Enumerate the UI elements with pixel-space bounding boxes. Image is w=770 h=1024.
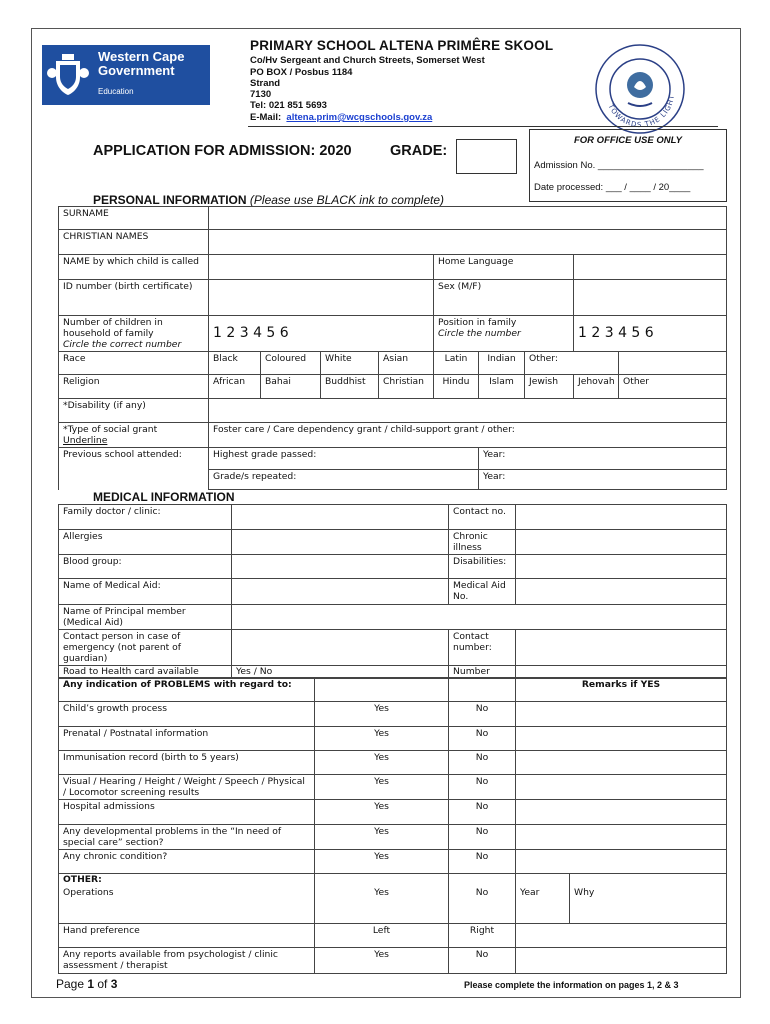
reports-label: Any reports available from psychologist / clinic assessment / therapist (59, 947, 315, 973)
reports-no-option[interactable]: No (449, 947, 516, 973)
religion-option[interactable]: African (209, 375, 261, 399)
problem-row-label: Any developmental problems in the “In need of special care” section? (59, 825, 315, 850)
medical-info-heading: MEDICAL INFORMATION (93, 490, 235, 504)
religion-option[interactable]: Jehovah (574, 375, 619, 399)
surname-label: SURNAME (59, 207, 209, 230)
page-number (56, 977, 117, 991)
problem-no-option[interactable]: No (449, 775, 516, 800)
problem-row-label: Visual / Hearing / Height / Weight / Speech / Physical / Locomotor screening results (59, 775, 315, 800)
children-label-text: Number of children in household of family (63, 317, 163, 339)
address-line: PO BOX / Posbus 1184 (250, 67, 353, 78)
chronic-illness-input[interactable] (516, 530, 727, 555)
doctor-label: Family doctor / clinic: (59, 505, 232, 530)
problem-yes-option[interactable]: Yes (315, 825, 449, 850)
personal-heading-text: PERSONAL INFORMATION (93, 193, 247, 207)
religion-option[interactable]: Jewish (525, 375, 574, 399)
email-link[interactable]: altena.prim@wcgschools.gov.za (286, 112, 433, 123)
race-option[interactable]: Asian (379, 352, 434, 375)
personal-info-table (58, 206, 727, 490)
other-heading: OTHER: (59, 874, 315, 887)
address-line: 7130 (250, 89, 272, 100)
contact-person-label: Contact person in case of emergency (not parent of guardian) (59, 630, 232, 666)
office-use-title: FOR OFFICE USE ONLY (573, 135, 683, 146)
operations-year-input[interactable] (516, 899, 570, 923)
position-label-note: Circle the number (438, 328, 521, 339)
personal-info-heading (93, 193, 444, 207)
svg-text:TOWARDS THE LIGHT (606, 94, 676, 129)
problem-row-label: Prenatal / Postnatal information (59, 727, 315, 751)
coat-of-arms-icon (46, 51, 90, 99)
home-language-label: Home Language (434, 255, 574, 280)
reports-remarks-input[interactable] (516, 947, 727, 973)
highest-grade-year[interactable]: Year: (479, 448, 727, 470)
page-of: of (94, 977, 111, 991)
religion-option[interactable]: Islam (479, 375, 525, 399)
problem-yes-option[interactable]: Yes (315, 850, 449, 874)
sex-label: Sex (M/F) (434, 280, 574, 316)
medical-aid-input[interactable] (232, 579, 449, 605)
problem-remarks-input[interactable] (516, 702, 727, 727)
hand-remarks-input[interactable] (516, 923, 727, 947)
christian-names-input[interactable] (209, 230, 727, 255)
problem-remarks-input[interactable] (516, 727, 727, 751)
position-label (434, 316, 574, 352)
date-processed-field[interactable]: Date processed: ___ / ____ / 20____ (534, 182, 691, 193)
problem-no-option[interactable]: No (449, 751, 516, 775)
problem-row-label: Child’s growth process (59, 702, 315, 727)
medical-aid-label: Name of Medical Aid: (59, 579, 232, 605)
grades-repeated-year[interactable]: Year: (479, 470, 727, 490)
doctor-input[interactable] (232, 505, 449, 530)
religion-option[interactable]: Other (619, 375, 727, 399)
medical-aid-no-input[interactable] (516, 579, 727, 605)
problem-remarks-input[interactable] (516, 751, 727, 775)
hand-right-option[interactable]: Right (449, 923, 516, 947)
religion-option[interactable]: Buddhist (321, 375, 379, 399)
problem-yes-option[interactable]: Yes (315, 702, 449, 727)
race-other-input[interactable] (619, 352, 727, 375)
problem-remarks-input[interactable] (516, 850, 727, 874)
disabilities-label: Disabilities: (449, 555, 516, 579)
application-title: APPLICATION FOR ADMISSION: 2020 (93, 143, 352, 159)
race-option[interactable]: Latin (434, 352, 479, 375)
principal-member-input[interactable] (232, 605, 727, 630)
contact-number-label: Contact number: (449, 630, 516, 666)
highest-grade-label: Highest grade passed: (209, 448, 479, 470)
operations-year-label: Year (516, 886, 570, 899)
operations-no-option[interactable]: No (449, 886, 516, 899)
contact-person-input[interactable] (232, 630, 449, 666)
email-label: E-Mail: (250, 112, 282, 123)
school-seal-icon (594, 43, 686, 135)
problem-no-option[interactable]: No (449, 825, 516, 850)
hand-left-option[interactable]: Left (315, 923, 449, 947)
logo-title-line2: Government (98, 63, 175, 78)
page-total: 3 (110, 977, 118, 991)
contact-no-input[interactable] (516, 505, 727, 530)
chronic-illness-label: Chronic illness (449, 530, 516, 555)
logo-subtitle: Education (98, 87, 134, 96)
page-current: 1 (87, 977, 95, 991)
children-label-note: Circle the correct number (63, 339, 182, 350)
operations-why-label: Why (570, 886, 727, 899)
hand-preference-label: Hand preference (59, 923, 315, 947)
children-number-selector[interactable]: 1 2 3 4 5 6 (209, 316, 434, 352)
grades-repeated-label: Grade/s repeated: (209, 470, 479, 490)
admission-no-field[interactable]: Admission No. ____________________ (534, 160, 704, 171)
problems-table (58, 677, 727, 974)
surname-input[interactable] (209, 207, 727, 230)
remarks-header: Remarks if YES (516, 678, 727, 702)
allergies-label: Allergies (59, 530, 232, 555)
address-line: Co/Hv Sergeant and Church Streets, Somerset West (250, 55, 485, 66)
address-line: Tel: 021 851 5693 (250, 100, 327, 111)
school-name: PRIMARY SCHOOL ALTENA PRIMÊRE SKOOL (250, 38, 554, 53)
problems-heading: Any indication of PROBLEMS with regard to: (59, 678, 315, 702)
email-line (250, 112, 432, 123)
problem-no-option[interactable]: No (449, 702, 516, 727)
religion-option[interactable]: Hindu (434, 375, 479, 399)
road-to-health-label: Road to Health card available (59, 666, 232, 679)
problems-yes-header (315, 678, 449, 702)
position-number-selector[interactable]: 1 2 3 4 5 6 (574, 316, 727, 352)
problem-yes-option[interactable]: Yes (315, 775, 449, 800)
personal-heading-note: (Please use BLACK ink to complete) (249, 193, 444, 207)
children-label (59, 316, 209, 352)
race-option[interactable]: Indian (479, 352, 525, 375)
position-label-text: Position in family (438, 317, 517, 328)
disabilities-input[interactable] (516, 555, 727, 579)
operations-why-input[interactable] (570, 899, 727, 923)
office-use-box (529, 129, 727, 202)
religion-option[interactable]: Bahai (261, 375, 321, 399)
religion-option[interactable]: Christian (379, 375, 434, 399)
problem-yes-option[interactable]: Yes (315, 727, 449, 751)
page-prefix: Page (56, 977, 88, 991)
header-rule (248, 126, 718, 127)
problems-no-header (449, 678, 516, 702)
footer-note: Please complete the information on pages 1, 2 & 3 (464, 980, 679, 990)
name-called-label: NAME by which child is called (59, 255, 209, 280)
problem-row-label: Any chronic condition? (59, 850, 315, 874)
prev-school-label: Previous school attended: (59, 448, 209, 490)
address-line: Strand (250, 78, 281, 89)
problem-no-option[interactable]: No (449, 800, 516, 825)
id-number-input[interactable] (209, 280, 434, 316)
problem-no-option[interactable]: No (449, 727, 516, 751)
blood-group-label: Blood group: (59, 555, 232, 579)
medical-info-table (58, 504, 727, 679)
allergies-input[interactable] (232, 530, 449, 555)
race-option[interactable]: Coloured (261, 352, 321, 375)
operations-label: Operations (59, 886, 315, 899)
problem-remarks-input[interactable] (516, 775, 727, 800)
race-option[interactable]: Other: (525, 352, 619, 375)
sex-input[interactable] (574, 280, 727, 316)
grant-label (59, 423, 209, 448)
problem-yes-option[interactable]: Yes (315, 800, 449, 825)
disability-label: *Disability (if any) (59, 399, 209, 423)
grant-options[interactable]: Foster care / Care dependency grant / child-support grant / other: (209, 423, 727, 448)
blood-group-input[interactable] (232, 555, 449, 579)
grant-label-note: Underline (63, 435, 108, 446)
contact-no-label: Contact no. (449, 505, 516, 530)
contact-number-input[interactable] (516, 630, 727, 666)
religion-label: Religion (59, 375, 209, 399)
reports-yes-option[interactable]: Yes (315, 947, 449, 973)
problem-row-label: Hospital admissions (59, 800, 315, 825)
logo-title-line1: Western Cape (98, 49, 185, 64)
seal-motto: TOWARDS THE LIGHT (606, 93, 677, 130)
grant-label-text: *Type of social grant (63, 424, 158, 435)
race-option[interactable]: White (321, 352, 379, 375)
problem-row-label: Immunisation record (birth to 5 years) (59, 751, 315, 775)
disability-input[interactable] (209, 399, 727, 423)
principal-member-label: Name of Principal member (Medical Aid) (59, 605, 232, 630)
problem-yes-option[interactable]: Yes (315, 751, 449, 775)
problem-remarks-input[interactable] (516, 825, 727, 850)
home-language-input[interactable] (574, 255, 727, 280)
grade-label: GRADE: (390, 143, 448, 159)
race-option[interactable]: Black (209, 352, 261, 375)
race-label: Race (59, 352, 209, 375)
medical-aid-no-label: Medical Aid No. (449, 579, 516, 605)
operations-yes-option[interactable]: Yes (315, 886, 449, 899)
problem-remarks-input[interactable] (516, 800, 727, 825)
id-number-label: ID number (birth certificate) (59, 280, 209, 316)
number-label: Number (449, 666, 516, 679)
western-cape-logo (42, 45, 210, 105)
christian-names-label: CHRISTIAN NAMES (59, 230, 209, 255)
name-called-input[interactable] (209, 255, 434, 280)
road-to-health-yes-no[interactable]: Yes / No (232, 666, 449, 679)
problem-no-option[interactable]: No (449, 850, 516, 874)
grade-input[interactable] (456, 139, 517, 174)
